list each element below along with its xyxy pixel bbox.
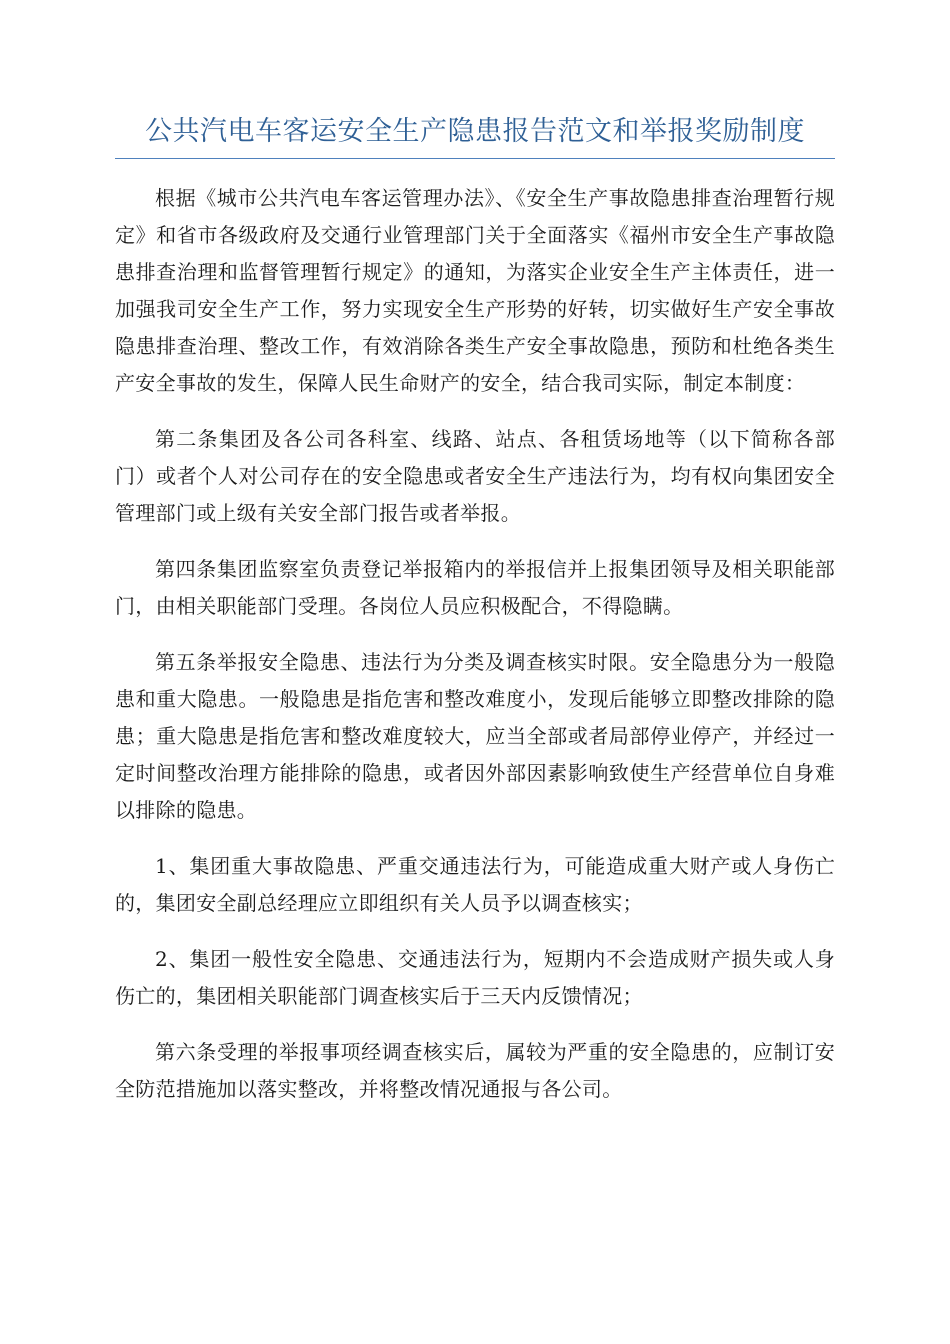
paragraph-item-2: 2、集团一般性安全隐患、交通违法行为，短期内不会造成财产损失或人身伤亡的，集团相关职能部门调查核实后于三天内反馈情况； xyxy=(115,947,835,1008)
paragraph-article-6: 第六条受理的举报事项经调查核实后，属较为严重的安全隐患的，应制订安全防范措施加以落实整改，并将整改情况通报与各公司。 xyxy=(115,1040,835,1101)
paragraph-item-1: 1、集团重大事故隐患、严重交通违法行为，可能造成重大财产或人身伤亡的，集团安全副总经理应立即组织有关人员予以调查核实； xyxy=(115,854,835,915)
paragraph-article-4: 第四条集团监察室负责登记举报箱内的举报信并上报集团领导及相关职能部门，由相关职能部门受理。各岗位人员应积极配合，不得隐瞒。 xyxy=(115,557,835,618)
paragraph-preamble: 根据《城市公共汽电车客运管理办法》、《安全生产事故隐患排查治理暂行规定》和省市各级政府及交通行业管理部门关于全面落实《福州市安全生产事故隐患排查治理和监督管理暂行规定》的通知，为落实企业安全生产主体责任，进一加强我司安全生产工作，努力实现安全生产形势的好转，切实做好生产安全事故隐患排查治理、整改工作，有效消除各类生产安全事故隐患，预防和杜绝各类生产安全事故的发生，保障人民生命财产的安全，结合我司实际，制定本制度： xyxy=(115,186,835,395)
paragraph-article-2: 第二条集团及各公司各科室、线路、站点、各租赁场地等（以下简称各部门）或者个人对公司存在的安全隐患或者安全生产违法行为，均有权向集团安全管理部门或上级有关安全部门报告或者举报。 xyxy=(115,427,835,525)
document-title: 公共汽电车客运安全生产隐患报告范文和举报奖励制度 xyxy=(145,116,805,147)
paragraph-article-5: 第五条举报安全隐患、违法行为分类及调查核实时限。安全隐患分为一般隐患和重大隐患。一般隐患是指危害和整改难度小，发现后能够立即整改排除的隐患；重大隐患是指危害和整改难度较大，应当全部或者局部停业停产，并经过一定时间整改治理方能排除的隐患，或者因外部因素影响致使生产经营单位自身难以排除的隐患。 xyxy=(115,650,835,822)
document-body xyxy=(115,180,835,1127)
title-block xyxy=(115,112,835,159)
